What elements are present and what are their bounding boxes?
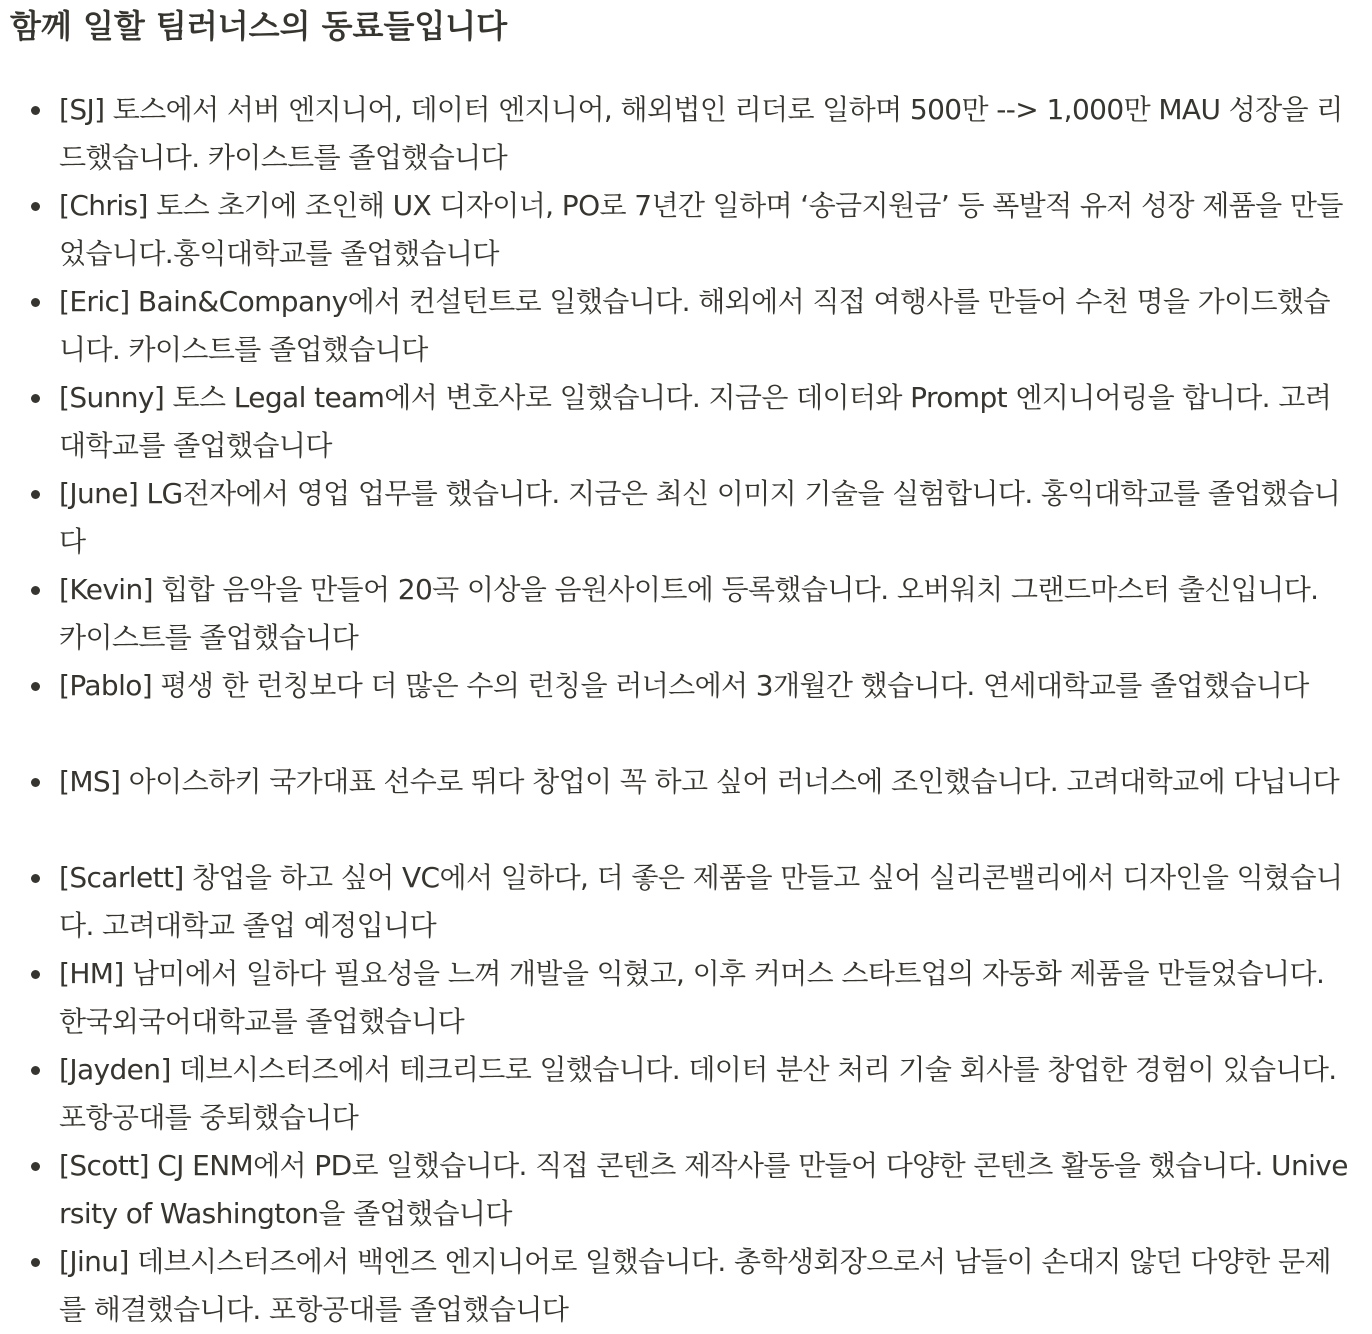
list-item-kevin bbox=[0, 566, 1350, 662]
list-item-sunny bbox=[0, 374, 1350, 470]
list-item-text: [Sunny] 토스 Legal team에서 변호사로 일했습니다. 지금은 데이터와 Prompt 엔지니어링을 합니다. 고려대학교를 졸업했습니다 bbox=[59, 381, 1332, 462]
list-item-jinu bbox=[0, 1238, 1350, 1334]
member-list bbox=[0, 86, 1350, 1334]
bullet-icon bbox=[31, 1162, 40, 1171]
bullet-icon bbox=[31, 586, 40, 595]
list-item-sj bbox=[0, 86, 1350, 182]
list-item-ms bbox=[0, 758, 1350, 854]
list-item-text: [Eric] Bain&Company에서 컨설턴트로 일했습니다. 해외에서 직접 여행사를 만들어 수천 명을 가이드했습니다. 카이스트를 졸업했습니다 bbox=[59, 285, 1330, 366]
bullet-icon bbox=[31, 298, 40, 307]
list-item-text: [Pablo] 평생 한 런칭보다 더 많은 수의 런칭을 러너스에서 3개월간 했습니다. 연세대학교를 졸업했습니다 bbox=[59, 669, 1309, 702]
bullet-icon bbox=[31, 490, 40, 499]
list-item-text: [SJ] 토스에서 서버 엔지니어, 데이터 엔지니어, 해외법인 리더로 일하며 500만 --> 1,000만 MAU 성장을 리드했습니다. 카이스트를 졸업했습니다 bbox=[59, 93, 1343, 174]
bullet-icon bbox=[31, 970, 40, 979]
list-item-pablo bbox=[0, 662, 1350, 758]
list-item-scott bbox=[0, 1142, 1350, 1238]
bullet-icon bbox=[31, 394, 40, 403]
list-item-text: [Jayden] 데브시스터즈에서 테크리드로 일했습니다. 데이터 분산 처리 기술 회사를 창업한 경험이 있습니다. 포항공대를 중퇴했습니다 bbox=[59, 1053, 1337, 1134]
list-item-text: [HM] 남미에서 일하다 필요성을 느껴 개발을 익혔고, 이후 커머스 스타트업의 자동화 제품을 만들었습니다. 한국외국어대학교를 졸업했습니다 bbox=[59, 957, 1325, 1038]
bullet-icon bbox=[31, 1066, 40, 1075]
list-item-text: [MS] 아이스하키 국가대표 선수로 뛰다 창업이 꼭 하고 싶어 러너스에 조인했습니다. 고려대학교에 다닙니다 bbox=[59, 765, 1340, 798]
list-item-text: [Chris] 토스 초기에 조인해 UX 디자이너, PO로 7년간 일하며 ‘송금지원금’ 등 폭발적 유저 성장 제품을 만들었습니다.홍익대학교를 졸업했습니다 bbox=[59, 189, 1343, 270]
list-item-scarlett bbox=[0, 854, 1350, 950]
list-item-text: [Scarlett] 창업을 하고 싶어 VC에서 일하다, 더 좋은 제품을 만들고 싶어 실리콘밸리에서 디자인을 익혔습니다. 고려대학교 졸업 예정입니다 bbox=[59, 861, 1343, 942]
bullet-icon bbox=[31, 106, 40, 115]
list-item-eric bbox=[0, 278, 1350, 374]
list-item-june bbox=[0, 470, 1350, 566]
page-title: 함께 일할 팀러너스의 동료들입니다 bbox=[10, 7, 508, 45]
bullet-icon bbox=[31, 202, 40, 211]
list-item-text: [Scott] CJ ENM에서 PD로 일했습니다. 직접 콘텐츠 제작사를 만들어 다양한 콘텐츠 활동을 했습니다. University of Washington을 졸업했습니다 bbox=[59, 1149, 1348, 1230]
list-item-jayden bbox=[0, 1046, 1350, 1142]
bullet-icon bbox=[31, 778, 40, 787]
bullet-icon bbox=[31, 682, 40, 691]
bullet-icon bbox=[31, 874, 40, 883]
list-item-chris bbox=[0, 182, 1350, 278]
list-item-text: [Jinu] 데브시스터즈에서 백엔즈 엔지니어로 일했습니다. 총학생회장으로서 남들이 손대지 않던 다양한 문제를 해결했습니다. 포항공대를 졸업했습니다 bbox=[59, 1245, 1331, 1326]
list-item-hm bbox=[0, 950, 1350, 1046]
list-item-text: [Kevin] 힙합 음악을 만들어 20곡 이상을 음원사이트에 등록했습니다. 오버워치 그랜드마스터 출신입니다. 카이스트를 졸업했습니다 bbox=[59, 573, 1319, 654]
bullet-icon bbox=[31, 1258, 40, 1267]
list-item-text: [June] LG전자에서 영업 업무를 했습니다. 지금은 최신 이미지 기술을 실험합니다. 홍익대학교를 졸업했습니다 bbox=[59, 477, 1341, 558]
